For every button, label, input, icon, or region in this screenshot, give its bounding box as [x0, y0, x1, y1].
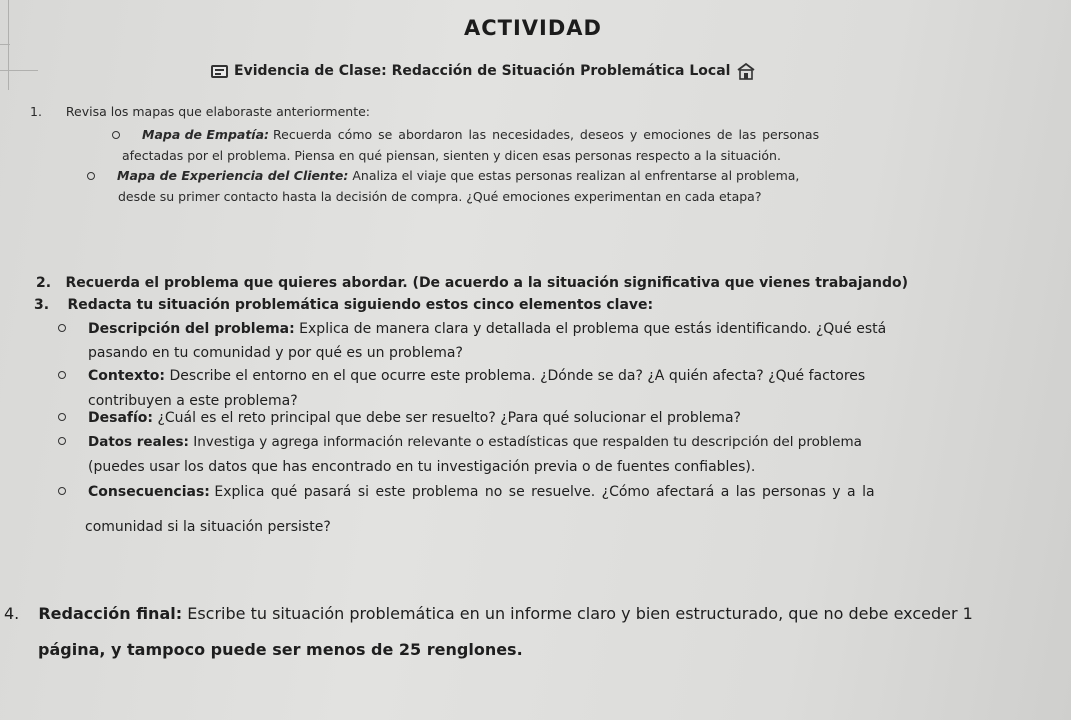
item-text-continued: (puedes usar los datos que has encontrado en tu investigación previa o de fuentes confiables). — [88, 459, 756, 475]
page-edge-line — [0, 70, 38, 71]
item-term: Datos reales: — [88, 434, 189, 450]
item-text: Explica de manera clara y detallada el problema que estás identificando. ¿Qué está — [299, 321, 887, 337]
section-1-heading-text: Revisa los mapas que elaboraste anteriormente: — [65, 104, 371, 119]
item-term: Consecuencias: — [88, 484, 210, 500]
bullet-icon — [58, 324, 66, 332]
section-3-item — [58, 484, 875, 500]
section-4-heading — [4, 604, 973, 623]
item-term: Mapa de Empatía: — [142, 127, 270, 142]
item-text: Recuerda cómo se abordaron las necesidades, deseos y emociones de las personas — [273, 127, 820, 142]
page-subtitle — [211, 62, 756, 80]
section-2-heading-text: Recuerda el problema que quieres abordar. (De acuerdo a la situación significativa que vienes trabajando) — [65, 275, 908, 291]
item-text-continued: pasando en tu comunidad y por qué es un problema? — [88, 345, 463, 361]
item-text: Describe el entorno en el que ocurre este problema. ¿Dónde se da? ¿A quién afecta? ¿Qué factores — [169, 368, 866, 384]
item-term: Redacción final: — [38, 604, 183, 623]
item-text-continued: comunidad si la situación persiste? — [85, 519, 331, 535]
section-4-number: 4. — [4, 604, 20, 623]
item-term: Descripción del problema: — [88, 321, 295, 337]
document-icon — [211, 65, 228, 78]
page-edge-line — [8, 0, 9, 90]
section-1-item — [87, 168, 799, 183]
item-term: Desafío: — [88, 410, 154, 426]
item-text: Explica qué pasará si este problema no se resuelve. ¿Cómo afectará a las personas y a la — [214, 484, 875, 500]
bullet-icon — [58, 413, 66, 421]
page-title: ACTIVIDAD — [464, 16, 602, 40]
section-3-item — [58, 434, 862, 450]
item-text-continued: contribuyen a este problema? — [88, 393, 298, 409]
section-1-heading — [30, 104, 370, 119]
bullet-icon — [58, 371, 66, 379]
section-3-item — [58, 321, 886, 337]
item-term: Contexto: — [88, 368, 165, 384]
bullet-icon — [58, 487, 66, 495]
item-text: Analiza el viaje que estas personas realizan al enfrentarse al problema, — [352, 168, 800, 183]
section-3-item — [58, 368, 865, 384]
item-text: ¿Cuál es el reto principal que debe ser resuelto? ¿Para qué solucionar el problema? — [157, 410, 741, 426]
section-2-heading — [36, 275, 908, 291]
subtitle-text: Evidencia de Clase: Redacción de Situación Problemática Local — [234, 63, 731, 79]
item-text: Investiga y agrega información relevante o estadísticas que respalden tu descripción del problema — [193, 434, 862, 450]
section-1-number: 1. — [30, 104, 42, 119]
item-text-continued: página, y tampoco puede ser menos de 25 renglones. — [38, 640, 523, 659]
section-3-item — [58, 410, 741, 426]
section-2-number: 2. — [36, 275, 52, 291]
item-text: Escribe tu situación problemática en un informe claro y bien estructurado, que no debe exceder 1 — [187, 604, 973, 623]
bullet-icon — [112, 131, 120, 139]
section-3-number: 3. — [34, 297, 50, 313]
item-text-continued: desde su primer contacto hasta la decisión de compra. ¿Qué emociones experimentan en cada etapa? — [118, 189, 762, 204]
section-3-heading — [34, 297, 653, 313]
house-icon — [736, 62, 756, 80]
bullet-icon — [58, 437, 66, 445]
section-1-item — [112, 127, 819, 142]
item-text-continued: afectadas por el problema. Piensa en qué piensan, sienten y dicen esas personas respecto a la situación. — [122, 148, 781, 163]
bullet-icon — [87, 172, 95, 180]
item-term: Mapa de Experiencia del Cliente: — [117, 168, 349, 183]
section-3-heading-text: Redacta tu situación problemática siguiendo estos cinco elementos clave: — [67, 297, 654, 313]
